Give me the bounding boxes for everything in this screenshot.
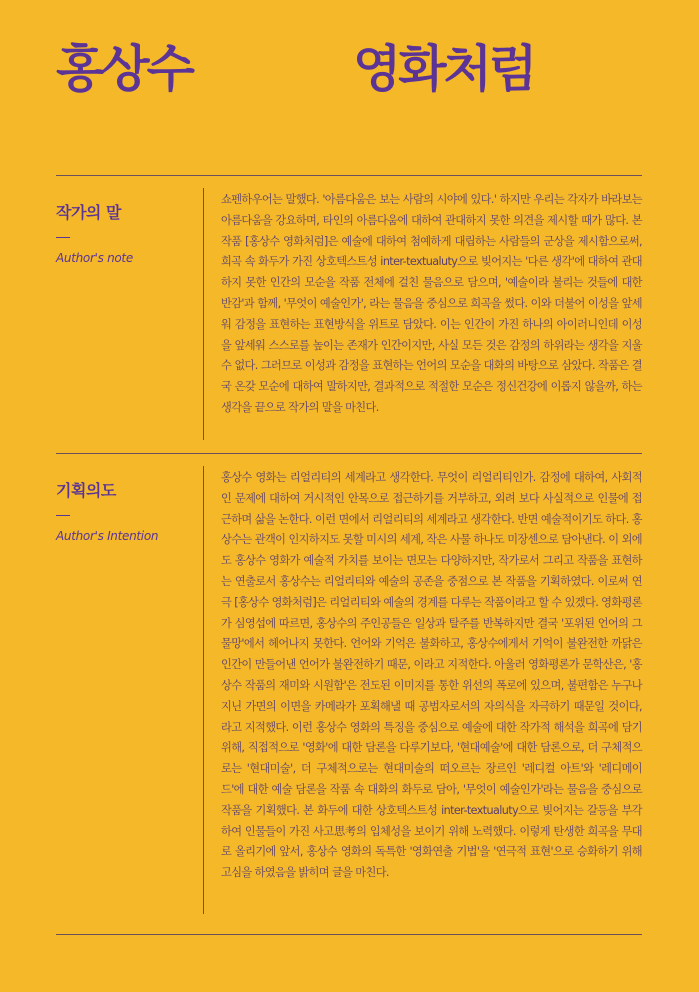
top-divider — [56, 175, 642, 176]
authors-note-body: 쇼펜하우어는 말했다. '아름다움은 보는 사람의 시야에 있다.' 하지만 우리는 각자가 바라보는 아름다움을 강요하며, 타인의 아름다움에 대하여 관대하지 못한 의견을 제시할 때가 많다. 본 작품 [홍상수 영화처럼]은 예술에 대하여 첨예하게 대립하는 사람들의 군상을 제시함으로써, 희곡 속 화두가 가진 상호텍스트성 inter-textualuty으로 빚어지는 '다른 생각'에 대하여 관대하지 못한 인간의 모순을 작품 전체에 걸친 물음으로 담으며, '예술이라 불리는 것들에 대한 반감'과 함께, '무엇이 예술인가', 라는 물음을 중심으로 희곡을 썼다. 이와 더불어 이성을 앞세워 감정을 표현하는 표현방식을 위트로 담았다. 이는 인간이 가진 하나의 아이러니인데 이성을 앞세워 스스로를 높이는 존재가 인간이지만, 사실 모든 것은 감정의 하위라는 생각을 지울 수 없다. 그러므로 이성과 감정을 표현하는 언어의 모순을 대화의 바탕으로 삼았다. 작품은 결국 온갖 모순에 대하여 말하지만, 결과적으로 적절한 모순은 정신건강에 이롭지 않을까, 하는 생각을 끝으로 작가의 말을 마친다. — [221, 193, 642, 414]
section-intention-head — [56, 478, 196, 543]
bottom-divider — [56, 934, 642, 935]
section-authors-note-head — [56, 200, 196, 265]
heading-dash — [56, 237, 70, 238]
intention-body: 홍상수 영화는 리얼리티의 세계라고 생각한다. 무엇이 리얼리티인가. 감정에 대하여, 사회적인 문제에 대하여 거시적인 안목으로 접근하기를 거부하고, 외려 보다 사실적으로 인물에 접근하며 삶을 논한다. 이런 면에서 리얼리티의 세계라고 생각한다. 반면 예술적이기도 하다. 홍상수는 관객이 인지하지도 못할 미시의 세계, 작은 사물 하나도 미장센으로 담아낸다. 이 외에도 홍상수 영화가 예술적 가치를 보이는 면모는 다양하지만, 작가로서 그리고 작품을 표현하는 연출로서 홍상수는 리얼리티와 예술의 공존을 중점으로 본 작품을 기획하였다. 이로써 연극 [홍상수 영화처럼]은 리얼리티와 예술의 경계를 다루는 작품이라고 할 수 있겠다. 영화평론가 심영섭에 따르면, 홍상수의 주인공들은 일상과 탈주를 반복하지만 결국 '포위된 언어의 그물망'에서 헤어나지 못한다. 언어와 기억은 불화하고, 홍상수에게서 기억이 불완전한 까닭은 인간이 만들어낸 언어가 불완전하기 때문, 이라고 지적한다. 아울러 영화평론가 문학산은, '홍상수 작품의 재미와 시원함'은 전도된 이미지를 통한 위선의 폭로에 있으며, 불편함은 누구나 지닌 가면의 이면을 카메라가 포획해낼 때 공범자로서의 자의식을 자극하기 때문일 것이다, 라고 지적했다. 이런 홍상수 영화의 특징을 중심으로 예술에 대한 작가적 해석을 희곡에 담기 위해, 직접적으로 '영화'에 대한 담론을 다루기보다, '현대예술'에 대한 담론으로, 더 구체적으로는 '현대미술', 더 구체적으로는 현대미술의 떠오르는 장르인 '레디컬 아트'와 '레디메이드'에 대한 예술 담론을 작품 속 대화의 화두로 담아, '무엇이 예술인가'라는 물음을 중심으로 작품을 기획했다. 본 화두에 대한 상호텍스트성 inter-textualuty으로 빚어지는 갈등을 부각하여 인물들이 가진 사고思考의 입체성을 보이기 위해 노력했다. 이렇게 탄생한 희곡을 무대로 올리기에 앞서, 홍상수 영화의 독특한 '영화연출 기법'을 '연극적 표현'으로 승화하기 위해 고심을 하였음을 밝히며 글을 마친다. — [221, 471, 642, 880]
work-title: 영화처럼 — [353, 40, 535, 98]
vertical-divider-1 — [203, 188, 204, 440]
section-subheading: Author's note — [56, 251, 133, 265]
section-heading: 기획의도 — [56, 481, 116, 500]
middle-divider — [56, 453, 642, 454]
heading-dash — [56, 515, 70, 516]
section-heading: 작가의 말 — [56, 203, 121, 222]
section-subheading: Author's Intention — [56, 529, 159, 543]
author-title: 홍상수 — [56, 40, 192, 98]
vertical-divider-2 — [203, 466, 204, 914]
